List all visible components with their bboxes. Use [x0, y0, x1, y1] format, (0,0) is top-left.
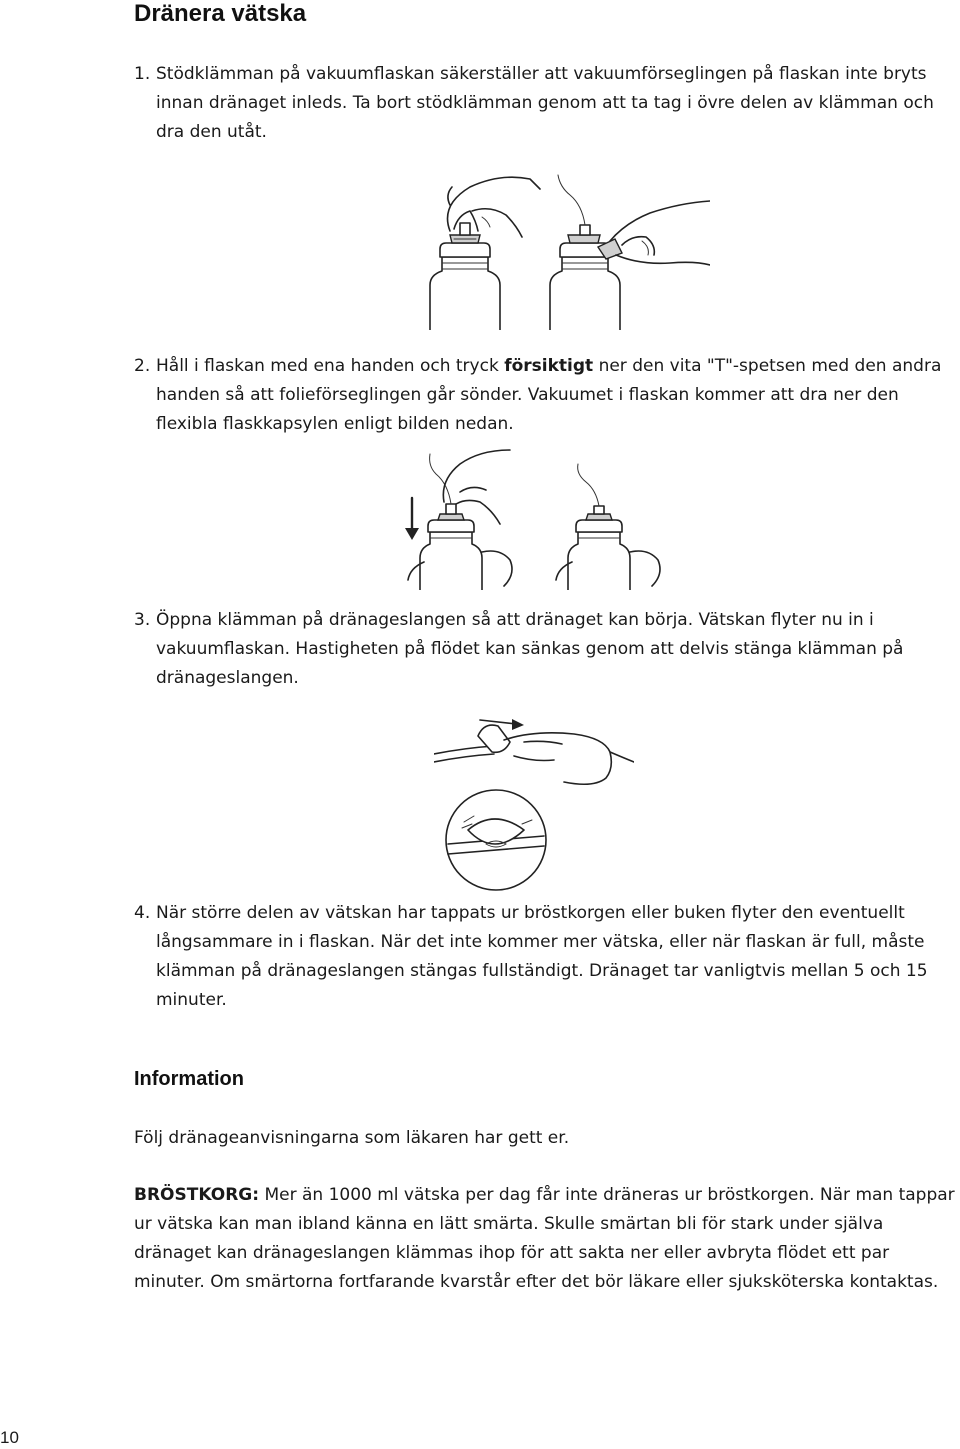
step-number: 3.	[134, 610, 151, 630]
info-lead-label: BRÖSTKORG:	[134, 1185, 260, 1205]
step-3	[134, 606, 956, 693]
emphasis-text: försiktigt	[504, 356, 594, 376]
step-text-part: Håll i flaskan med ena handen och tryck	[156, 356, 505, 376]
info-body	[134, 1181, 958, 1297]
step-number: 2.	[134, 356, 151, 376]
page-title: Dränera vätska	[134, 0, 307, 27]
step-2	[134, 352, 956, 439]
step-text: När större delen av vätskan har tappats ur bröstkorgen eller buken flyter den eventuellt långsammare in i flaskan. När det inte kommer mer vätska, eller när flaskan är full, måste klämman på dränageslangen stängas fullständigt. Dränaget tar vanligtvis mellan 5 och 15 minuter.	[156, 903, 928, 1010]
step-text-part: ner den vita "T"-spetsen med den andra handen så att folieförseglingen går sönder. Vakuumet i flaskan kommer att dra ner den flexibla flaskkapsylen enligt bilden nedan.	[156, 356, 942, 434]
step-text: Öppna klämman på dränageslangen så att dränaget kan börja. Vätskan flyter nu in i vakuumflaskan. Hastigheten på flödet kan sänkas genom att delvis stänga klämman på dränageslangen.	[156, 610, 904, 688]
step-1	[134, 60, 956, 147]
step-text	[156, 352, 956, 439]
hand-pressing-t-tip-illustration	[400, 440, 690, 590]
hand-opening-tube-clamp-illustration	[434, 712, 634, 892]
step-number: 1.	[134, 64, 151, 84]
section-heading-information: Information	[134, 1068, 244, 1090]
page-number: 10	[0, 1428, 19, 1447]
info-body-text: Mer än 1000 ml vätska per dag får inte dräneras ur bröstkorgen. När man tappar ur vätska kan man ibland känna en lätt smärta. Skulle smärtan bli för stark under själva dränaget kan dränageslangen klämmas ihop för att sakta ner eller avbryta flödet ett par minuter. Om smärtorna fortfarande kvarstår efter det bör läkare eller sjuksköterska kontaktas.	[134, 1185, 955, 1292]
step-4	[134, 899, 956, 1015]
info-intro: Följ dränageanvisningarna som läkaren har gett er.	[134, 1128, 570, 1148]
step-number: 4.	[134, 903, 151, 923]
step-text: Stödklämman på vakuumflaskan säkerställer att vakuumförseglingen på flaskan inte bryts innan dränaget inleds. Ta bort stödklämman genom att ta tag i övre delen av klämman och dra den utåt.	[156, 64, 934, 142]
hand-removing-clip-illustration	[410, 165, 710, 330]
